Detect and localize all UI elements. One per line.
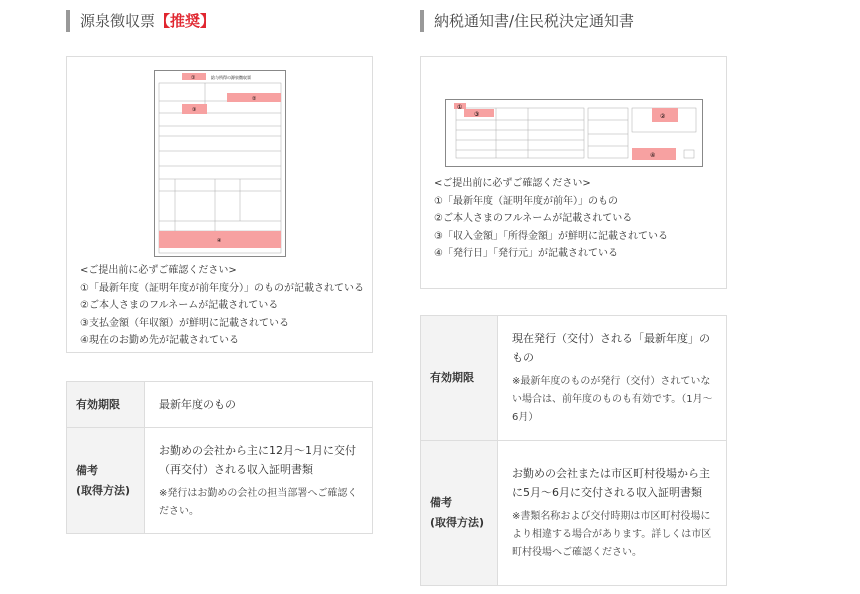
- checklist-heading: <ご提出前に必ずご確認ください>: [80, 265, 237, 276]
- value-note: ※最新年度のものが発行（交付）されていない場合は、前年度のものも有効です。（1月〜6月）: [512, 376, 713, 423]
- marker-1: ①: [457, 104, 463, 111]
- row-value: [498, 441, 727, 586]
- section-heading: 納税通知書/住民税決定通知書: [420, 10, 634, 32]
- row-label: [421, 441, 498, 586]
- section-heading: [66, 10, 215, 32]
- row-value: [145, 428, 373, 534]
- value-text: お勤めの会社から主に12月〜1月に交付（再交付）される収入証明書類: [159, 443, 356, 476]
- checklist-item: ②ご本人さまのフルネームが記載されている: [80, 300, 279, 311]
- table-row: [67, 382, 373, 428]
- sample-card: [420, 56, 727, 289]
- row-label: 有効期限: [421, 316, 498, 441]
- table-row: [67, 428, 373, 534]
- row-label: [67, 428, 145, 534]
- gensen-sample-image: [154, 70, 286, 257]
- doc-title: 給与所得の源泉徴収票: [211, 75, 251, 80]
- label-line: (取得方法): [76, 483, 131, 497]
- value-note: ※書類名称および交付時期は市区町村役場により相違する場合があります。詳しくは市区町村役場へご確認ください。: [512, 511, 712, 558]
- row-label: 有効期限: [67, 382, 145, 428]
- marker-4: ④: [217, 238, 222, 244]
- value-text: お勤めの会社または市区町村役場から主に5月〜6月に交付される収入証明書類: [512, 467, 710, 499]
- form-illustration: [155, 71, 285, 256]
- label-line: 備考: [430, 496, 452, 509]
- marker-2: ②: [660, 113, 666, 120]
- table-row: [421, 441, 727, 586]
- checklist-item: ①「最新年度（証明年度が前年度分）」のものが記載されている: [80, 282, 364, 294]
- sample-card: [66, 56, 373, 353]
- marker-2: ②: [252, 96, 257, 102]
- marker-4: ④: [650, 152, 656, 159]
- recommended-badge: 【推奨】: [155, 12, 216, 30]
- checklist-item: ③支払金額（年収額）が鮮明に記載されている: [80, 317, 289, 329]
- row-value: [498, 316, 727, 441]
- info-table: [420, 315, 727, 586]
- checklist-item: ④現在のお勤め先が記載されている: [80, 335, 239, 346]
- checklist-item: ④「発行日」「発行元」が記載されている: [434, 248, 618, 259]
- value-note: ※発行はお勤めの会社の担当部署へご確認ください。: [159, 487, 358, 517]
- info-table: [66, 381, 373, 534]
- checklist-heading: <ご提出前に必ずご確認ください>: [434, 178, 591, 189]
- label-line: 備考: [76, 463, 98, 477]
- checklist-item: ③「収入金額」「所得金額」が鮮明に記載されている: [434, 230, 668, 242]
- checklist: [434, 175, 668, 263]
- checklist-item: ②ご本人さまのフルネームが記載されている: [434, 213, 633, 224]
- label-line: (取得方法): [430, 516, 485, 529]
- value-text: 現在発行（交付）される「最新年度」のもの: [512, 332, 710, 364]
- marker-3: ③: [192, 107, 197, 113]
- checklist-item: ①「最新年度（証明年度が前年）」のもの: [434, 195, 618, 207]
- tax-notice-sample-image: [445, 99, 703, 167]
- row-value: 最新年度のもの: [145, 382, 373, 428]
- marker-1: ①: [191, 75, 196, 81]
- heading-text: 源泉徴収票: [80, 12, 156, 30]
- checklist: [80, 262, 364, 350]
- table-row: [421, 316, 727, 441]
- marker-3: ③: [474, 111, 480, 118]
- form-illustration: [446, 100, 702, 166]
